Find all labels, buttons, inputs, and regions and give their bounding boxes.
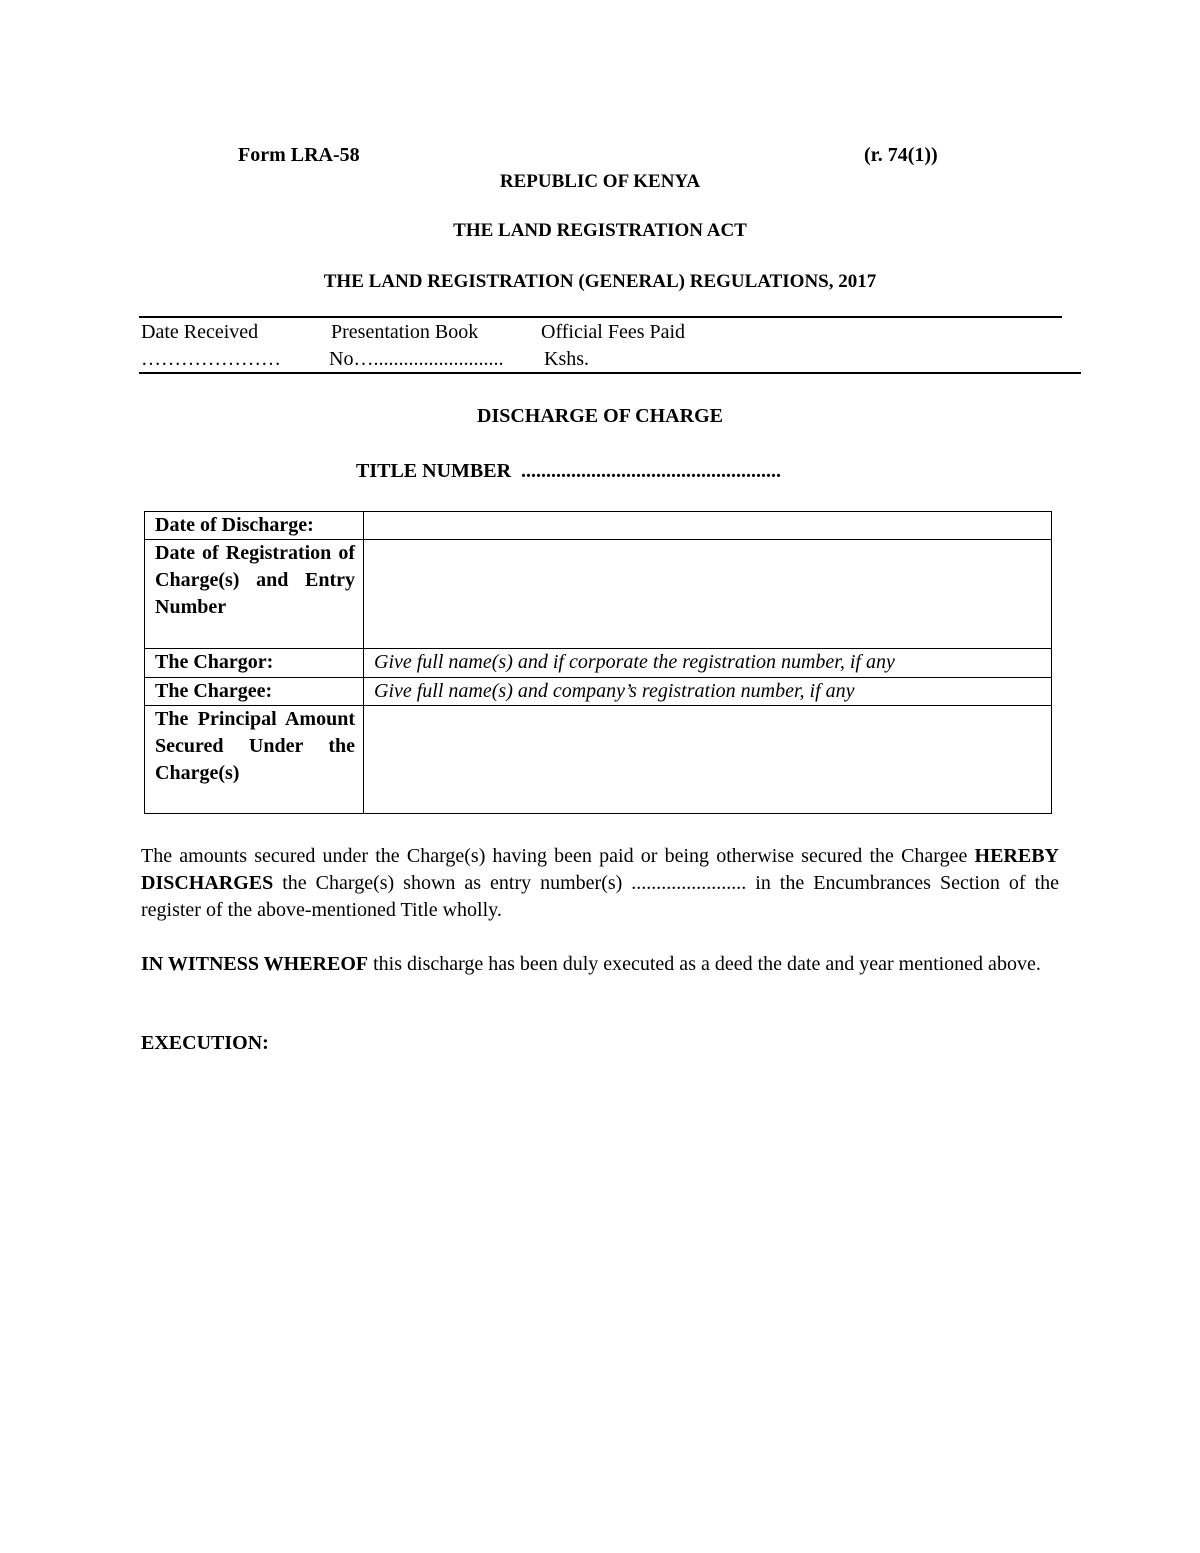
- date-received-dots: …………………: [141, 348, 281, 370]
- date-of-discharge-label: Date of Discharge:: [145, 512, 364, 540]
- form-number: Form LRA-58: [238, 144, 360, 166]
- chargee-value: Give full name(s) and company’s registration number, if any: [364, 678, 1052, 706]
- chargee-label: The Chargee:: [145, 678, 364, 706]
- execution-heading: EXECUTION:: [141, 1032, 269, 1054]
- date-of-discharge-value: [364, 512, 1052, 540]
- republic-heading: REPUBLIC OF KENYA: [499, 171, 701, 192]
- table-row: [145, 512, 1052, 540]
- discharge-details-table: [144, 511, 1052, 814]
- title-number-dots: ....................................................: [521, 460, 782, 482]
- presentation-number: No…..........................: [329, 348, 504, 370]
- in-witness-whereof-text: IN WITNESS WHEREOF: [141, 953, 369, 975]
- chargor-label: The Chargor:: [145, 649, 364, 678]
- receipt-top-rule: [139, 316, 1062, 318]
- table-row: [145, 540, 1052, 649]
- regulation-reference: (r. 74(1)): [864, 144, 938, 166]
- receipt-bottom-rule: [139, 372, 1081, 374]
- table-row: [145, 678, 1052, 706]
- registration-date-label: Date of Registration of Charge(s) and Entry Number: [145, 540, 364, 649]
- presentation-book-label: Presentation Book: [331, 321, 479, 343]
- hereby-discharges-text: HEREBY DISCHARGES: [141, 845, 1059, 894]
- table-row: [145, 649, 1052, 678]
- chargor-value: Give full name(s) and if corporate the registration number, if any: [364, 649, 1052, 678]
- registration-date-value: [364, 540, 1052, 649]
- act-heading: THE LAND REGISTRATION ACT: [453, 220, 747, 241]
- date-received-label: Date Received: [141, 321, 259, 343]
- table-row: [145, 706, 1052, 814]
- principal-amount-value: [364, 706, 1052, 814]
- principal-amount-label: The Principal Amount Secured Under the Charge(s): [145, 706, 364, 814]
- discharge-statement: The amounts secured under the Charge(s) having been paid or being otherwise secured the Chargee HEREBY DISCHARGES the Charge(s) shown as entry number(s) ....................... in the Encumbrances Section of the register of the above-mentioned Title wholly.: [141, 845, 1059, 921]
- title-number-line: [356, 460, 781, 483]
- title-number-label: TITLE NUMBER: [356, 460, 512, 482]
- document-title: DISCHARGE OF CHARGE: [477, 405, 723, 427]
- regulations-heading: THE LAND REGISTRATION (GENERAL) REGULATIONS, 2017: [323, 271, 877, 292]
- witness-statement: IN WITNESS WHEREOF this discharge has been duly executed as a deed the date and year mentioned above.: [141, 953, 1041, 975]
- kshs-label: Kshs.: [544, 348, 590, 370]
- official-fees-label: Official Fees Paid: [541, 321, 686, 343]
